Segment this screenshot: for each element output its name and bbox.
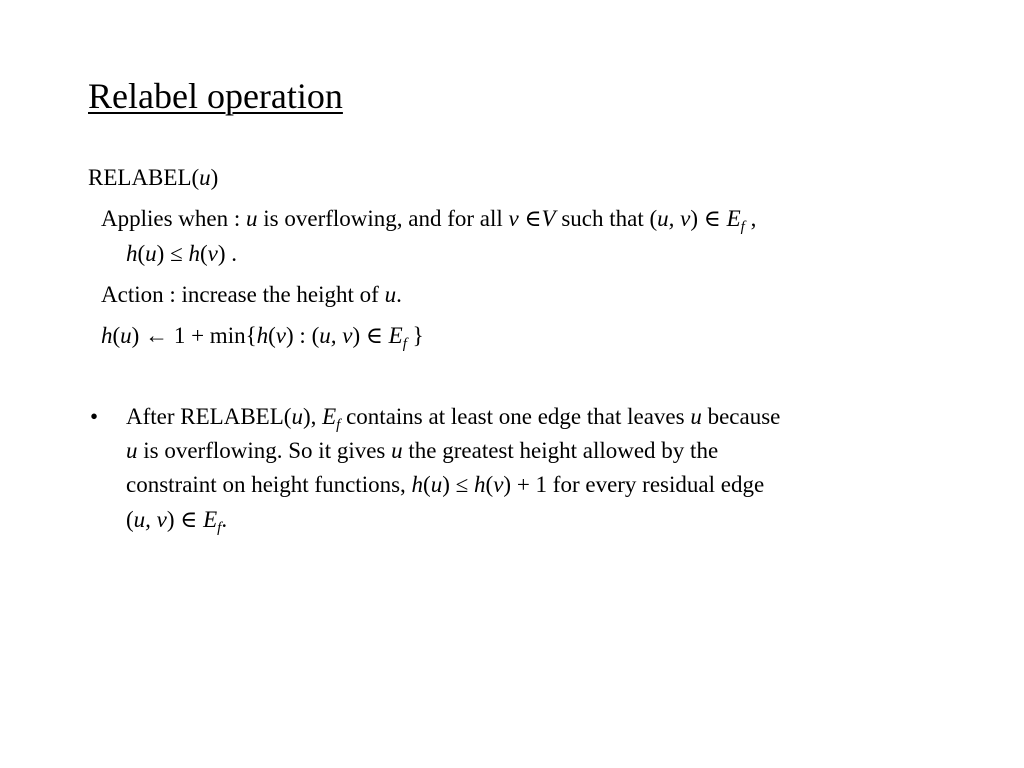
leq-text: ) ≤ bbox=[442, 472, 475, 497]
var-h: h bbox=[126, 241, 138, 266]
var-u: u bbox=[291, 404, 303, 429]
paren-period: ) . bbox=[217, 241, 238, 266]
paren: ( bbox=[126, 507, 134, 532]
relabel-arg: u bbox=[199, 165, 211, 190]
applies-text: such that ( bbox=[555, 206, 658, 231]
element-of-symbol: ∈ bbox=[518, 206, 542, 231]
var-u: u bbox=[126, 438, 138, 463]
paren: ( bbox=[137, 241, 146, 266]
relabel-header bbox=[88, 164, 218, 192]
var-E: E bbox=[203, 507, 218, 532]
leq-text: ) ≤ bbox=[156, 241, 189, 266]
formula-text: ) : ( bbox=[286, 323, 320, 348]
bullet-line-3 bbox=[126, 471, 764, 499]
bullet-line-1 bbox=[126, 403, 780, 431]
var-h: h bbox=[101, 323, 113, 348]
var-uv: u, v bbox=[657, 206, 691, 231]
period: . bbox=[221, 507, 228, 532]
subscript-f: f bbox=[402, 336, 407, 352]
applies-text: is overflowing, and for all bbox=[257, 206, 509, 231]
var-h: h bbox=[256, 323, 269, 348]
bullet-line-4 bbox=[126, 506, 227, 534]
var-h: h bbox=[411, 472, 424, 497]
relabel-close: ) bbox=[210, 165, 219, 190]
var-E: E bbox=[388, 323, 403, 348]
action-label: Action : increase the height of bbox=[101, 282, 385, 307]
bullet-text: ), bbox=[302, 404, 323, 429]
comma: , bbox=[744, 206, 757, 231]
paren: ( bbox=[268, 323, 276, 348]
formula-text: ) ← 1 + min{ bbox=[131, 323, 257, 348]
var-u: u bbox=[391, 438, 403, 463]
applies-when-label: Applies when : bbox=[101, 206, 247, 231]
relabel-formula bbox=[101, 322, 424, 350]
applies-text: ) ∈ bbox=[690, 206, 727, 231]
paren: ( bbox=[423, 472, 431, 497]
bullet-text: is overflowing. So it gives bbox=[137, 438, 392, 463]
var-E: E bbox=[322, 404, 337, 429]
var-u: u bbox=[384, 282, 397, 307]
var-u: u bbox=[120, 323, 132, 348]
close-brace: } bbox=[406, 323, 424, 348]
bullet-marker: • bbox=[90, 404, 99, 429]
var-v: v bbox=[275, 323, 287, 348]
bullet-text: After RELABEL( bbox=[126, 404, 292, 429]
var-u: u bbox=[690, 404, 702, 429]
subscript-f: f bbox=[740, 219, 745, 235]
bullet-text: the greatest height allowed by the bbox=[402, 438, 719, 463]
bullet-line-2 bbox=[126, 437, 718, 465]
var-u: u bbox=[145, 241, 157, 266]
relabel-name: RELABEL( bbox=[88, 165, 200, 190]
action-line bbox=[101, 281, 402, 309]
var-v: v bbox=[508, 206, 519, 231]
var-uv: u, v bbox=[319, 323, 353, 348]
var-V: V bbox=[541, 206, 556, 231]
slide-title: Relabel operation bbox=[88, 76, 343, 116]
subscript-f: f bbox=[336, 417, 341, 433]
var-u: u bbox=[246, 206, 258, 231]
applies-when-condition bbox=[126, 240, 237, 268]
var-h: h bbox=[188, 241, 200, 266]
var-u: u bbox=[430, 472, 443, 497]
paren: ( bbox=[112, 323, 121, 348]
var-h: h bbox=[474, 472, 486, 497]
formula-text: ) ∈ bbox=[166, 507, 204, 532]
var-v: v bbox=[207, 241, 218, 266]
bullet-text: ) + 1 for every residual edge bbox=[503, 472, 765, 497]
var-v: v bbox=[493, 472, 504, 497]
period: . bbox=[396, 282, 402, 307]
bullet-text: contains at least one edge that leaves bbox=[340, 404, 691, 429]
var-uv: u, v bbox=[133, 507, 167, 532]
paren: ( bbox=[485, 472, 494, 497]
var-E: E bbox=[726, 206, 741, 231]
formula-text: ) ∈ bbox=[352, 323, 389, 348]
paren: ( bbox=[199, 241, 208, 266]
bullet-text: because bbox=[701, 404, 781, 429]
applies-when-line bbox=[101, 205, 756, 233]
bullet-text: constraint on height functions, bbox=[126, 472, 412, 497]
subscript-f: f bbox=[217, 520, 222, 536]
